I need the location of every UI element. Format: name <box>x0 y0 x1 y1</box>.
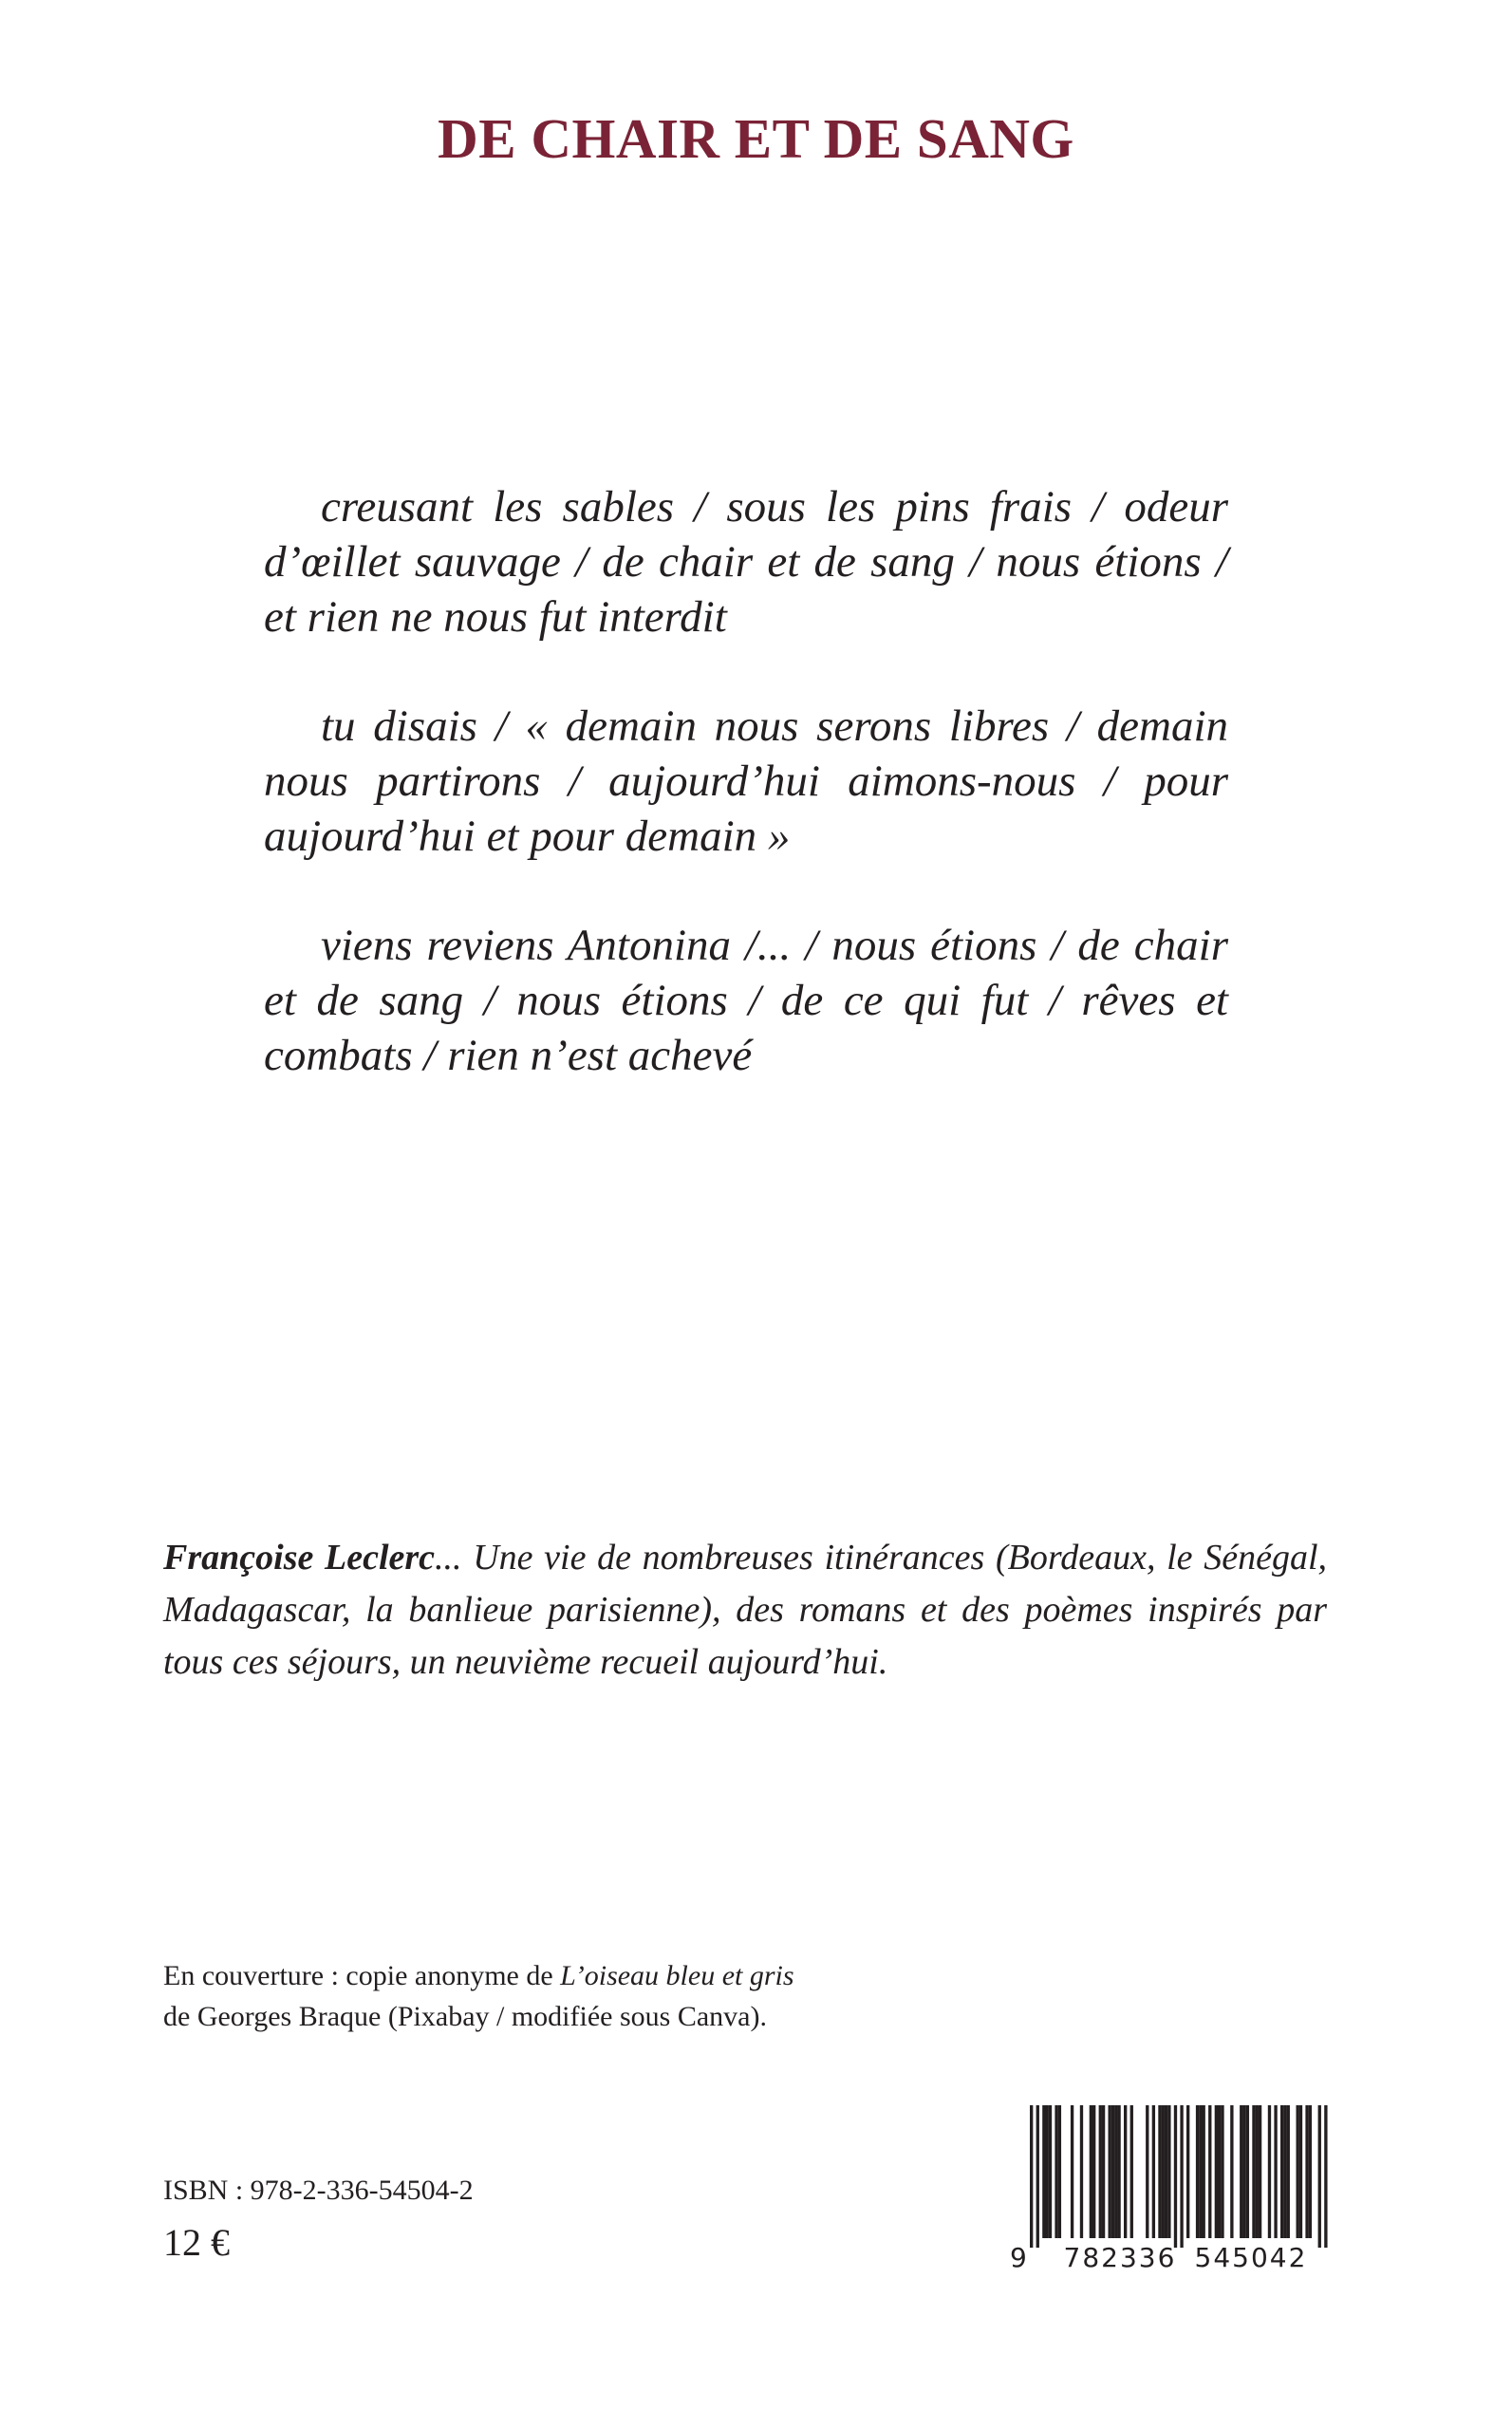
barcode-bar <box>1109 2105 1111 2238</box>
barcode-bar <box>1287 2105 1290 2238</box>
barcode-bar <box>1280 2105 1283 2238</box>
author-bio-text: ... Une vie de nombreuses itinérances (Bordeaux, le Sénégal, Madagascar, la banlieue parisienne), des romans et des poèmes inspirés par tous ces séjours, un neuvième recueil aujourd’hui. <box>163 1538 1327 1682</box>
barcode-digit-first: 9 <box>1010 2242 1027 2272</box>
barcode-bar <box>1256 2105 1259 2238</box>
barcode-bar <box>1297 2105 1299 2238</box>
poem-stanza-1: creusant les sables / sous les pins frais / odeur d’œillet sauvage / de chair et de sang / nous étions / et rien ne nous fut interdit <box>264 482 1228 642</box>
barcode-bar <box>1309 2105 1312 2238</box>
barcode-bar <box>1268 2105 1271 2238</box>
cover-credit <box>163 1955 1017 2037</box>
barcode-bar <box>1055 2105 1057 2238</box>
barcode-digits-right: 545042 <box>1194 2242 1308 2272</box>
barcode-bar <box>1049 2105 1052 2238</box>
barcode-bar <box>1196 2105 1199 2238</box>
barcode-bar <box>1208 2105 1211 2238</box>
barcode-bar <box>1252 2105 1255 2238</box>
barcode-bar <box>1218 2105 1221 2238</box>
cover-credit-suffix: de Georges Braque (Pixabay / modifiée sous Canva). <box>163 2001 767 2032</box>
barcode-bar <box>1124 2105 1127 2238</box>
barcode-bar <box>1111 2105 1114 2238</box>
barcode-bar <box>1299 2105 1302 2238</box>
barcode-bar <box>1242 2105 1245 2238</box>
poem-stanza-2: tu disais / « demain nous serons libres / demain nous partirons / aujourd’hui aimons-nous / pour aujourd’hui et pour demain » <box>264 701 1228 861</box>
barcode-bar <box>1186 2105 1189 2238</box>
poem-stanza-3: viens reviens Antonina /... / nous étions / de chair et de sang / nous étions / de ce qui fut / rêves et combats / rien n’est achevé <box>264 921 1228 1080</box>
barcode-bar <box>1080 2105 1083 2238</box>
barcode-bar <box>1130 2105 1133 2238</box>
barcode-bar <box>1199 2105 1202 2238</box>
barcode-bar <box>1240 2105 1242 2238</box>
author-name: Françoise Leclerc <box>163 1538 436 1578</box>
cover-artwork-title: L’oiseau bleu et gris <box>560 1960 794 1991</box>
barcode-bar <box>1152 2105 1155 2238</box>
barcode-bar <box>1324 2105 1327 2248</box>
poem-excerpt <box>264 479 1228 1137</box>
author-bio <box>163 1532 1327 1689</box>
isbn: ISBN : 978-2-336-54504-2 <box>163 2175 474 2206</box>
barcode <box>1009 2102 1328 2272</box>
barcode-bar <box>1167 2105 1170 2238</box>
barcode-bar <box>1230 2105 1233 2238</box>
barcode-digits-left: 782336 <box>1063 2242 1177 2272</box>
barcode-bar <box>1058 2105 1061 2238</box>
barcode-bar <box>1030 2105 1033 2248</box>
book-title: DE CHAIR ET DE SANG <box>438 107 1074 170</box>
barcode-bar <box>1274 2105 1277 2238</box>
barcode-bar <box>1305 2105 1308 2238</box>
barcode-bar <box>1283 2105 1286 2238</box>
barcode-bar <box>1165 2105 1167 2238</box>
barcode-bar <box>1146 2105 1148 2238</box>
barcode-bar <box>1215 2105 1218 2238</box>
barcode-bar <box>1114 2105 1117 2238</box>
cover-credit-prefix: En couverture : copie anonyme de <box>163 1960 561 1991</box>
barcode-bar <box>1162 2105 1165 2238</box>
barcode-bar <box>1180 2105 1183 2248</box>
barcode-bar <box>1318 2105 1321 2248</box>
barcode-bar <box>1158 2105 1161 2238</box>
barcode-bar <box>1090 2105 1092 2238</box>
barcode-bar <box>1099 2105 1102 2238</box>
price: 12 € <box>163 2221 230 2264</box>
barcode-bar <box>1092 2105 1095 2238</box>
barcode-bar <box>1259 2105 1261 2238</box>
barcode-bar <box>1221 2105 1223 2238</box>
barcode-bar <box>1046 2105 1049 2238</box>
barcode-bar <box>1203 2105 1205 2238</box>
barcode-bar <box>1071 2105 1073 2238</box>
barcode-bar <box>1246 2105 1249 2238</box>
barcode-bar <box>1042 2105 1045 2238</box>
barcode-bar <box>1036 2105 1039 2248</box>
barcode-bar <box>1174 2105 1177 2248</box>
barcode-bar <box>1117 2105 1120 2238</box>
barcode-bar <box>1102 2105 1105 2238</box>
